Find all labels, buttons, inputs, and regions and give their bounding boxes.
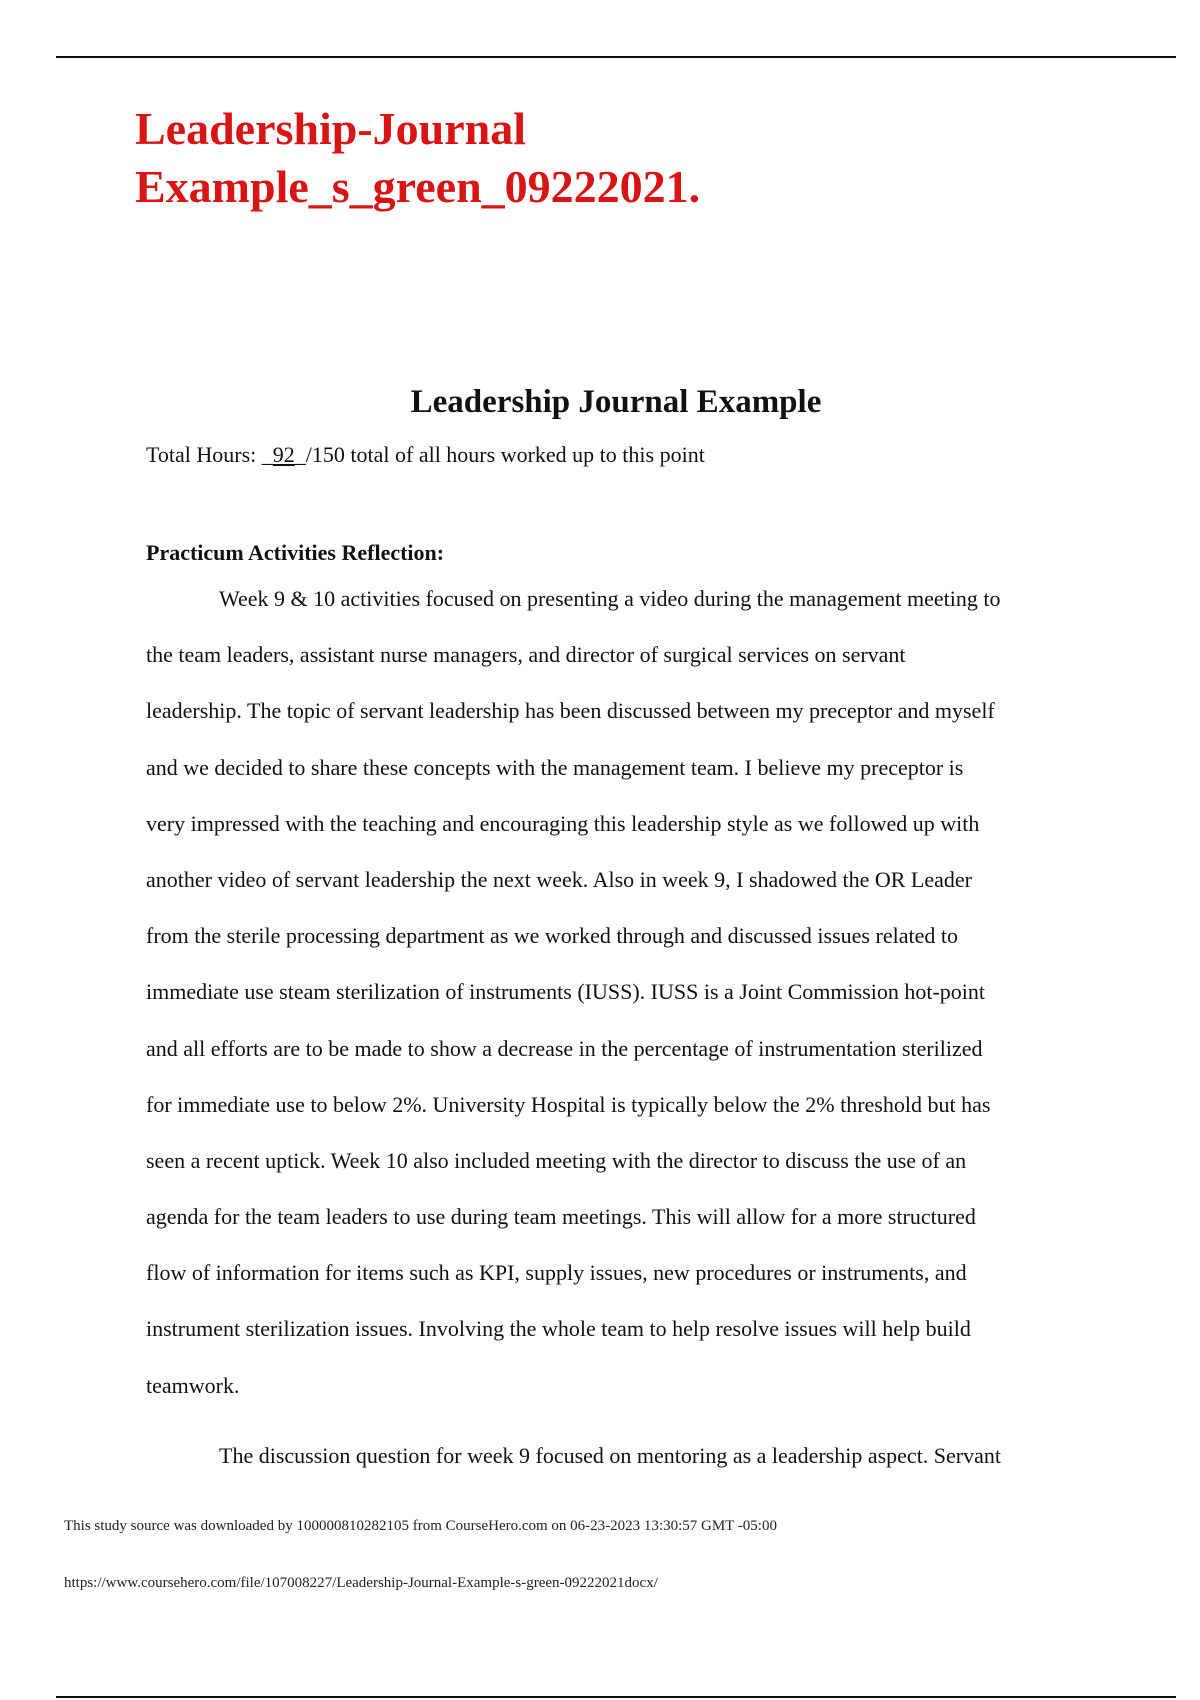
paragraph-line: seen a recent uptick. Week 10 also included meeting with the director to discuss the use of an	[146, 1147, 967, 1173]
total-hours	[146, 441, 705, 469]
paragraph-line: the team leaders, assistant nurse managers, and director of surgical services on servant	[146, 642, 906, 668]
paragraph-line: for immediate use to below 2%. University Hospital is typically below the 2% threshold but has	[146, 1091, 991, 1117]
paragraph-line: from the sterile processing department as we worked through and discussed issues related to	[146, 923, 958, 949]
top-rule	[56, 56, 1176, 58]
total-hours-value: 92	[272, 442, 295, 467]
paragraph-line: Week 9 & 10 activities focused on presenting a video during the management meeting to	[219, 586, 1001, 611]
paragraph-line: another video of servant leadership the next week. Also in week 9, I shadowed the OR Leader	[146, 866, 972, 892]
download-notice: This study source was downloaded by 100000810282105 from CourseHero.com on 06-23-2023 13:30:57 GMT -05:00	[64, 1518, 777, 1534]
total-hours-suffix: _/150 total of all hours worked up to this point	[294, 442, 705, 467]
page-heading: Leadership Journal Example	[410, 384, 822, 420]
reflection-paragraph-2: The discussion question for week 9 focused on mentoring as a leadership aspect. Servant	[219, 1443, 1002, 1468]
reflection-paragraph-1	[146, 585, 1086, 1428]
paragraph-line: and all efforts are to be made to show a decrease in the percentage of instrumentation sterilized	[146, 1035, 983, 1061]
paragraph-line: immediate use steam sterilization of instruments (IUSS). IUSS is a Joint Commission hot-point	[146, 979, 985, 1005]
paragraph-line: instrument sterilization issues. Involving the whole team to help resolve issues will help build	[146, 1316, 971, 1342]
paragraph-line: and we decided to share these concepts with the management team. I believe my preceptor is	[146, 754, 964, 780]
document-title-line-2: Example_s_green_09222021.	[135, 161, 701, 212]
total-hours-label: Total Hours: _	[146, 442, 273, 467]
paragraph-line: flow of information for items such as KPI, supply issues, new procedures or instruments, and	[146, 1260, 967, 1286]
paragraph-line: agenda for the team leaders to use during team meetings. This will allow for a more structured	[146, 1204, 976, 1230]
paragraph-line: leadership. The topic of servant leadership has been discussed between my preceptor and myself	[146, 698, 995, 724]
paragraph-line: very impressed with the teaching and encouraging this leadership style as we followed up with	[146, 810, 980, 836]
document-title-line-1: Leadership-Journal	[135, 103, 527, 154]
document-title	[135, 100, 1035, 216]
bottom-rule	[56, 1696, 1176, 1698]
source-url[interactable]: https://www.coursehero.com/file/107008227/Leadership-Journal-Example-s-green-09222021docx/	[64, 1575, 658, 1591]
paragraph-line: teamwork.	[146, 1372, 240, 1398]
section-label: Practicum Activities Reflection:	[146, 540, 445, 565]
